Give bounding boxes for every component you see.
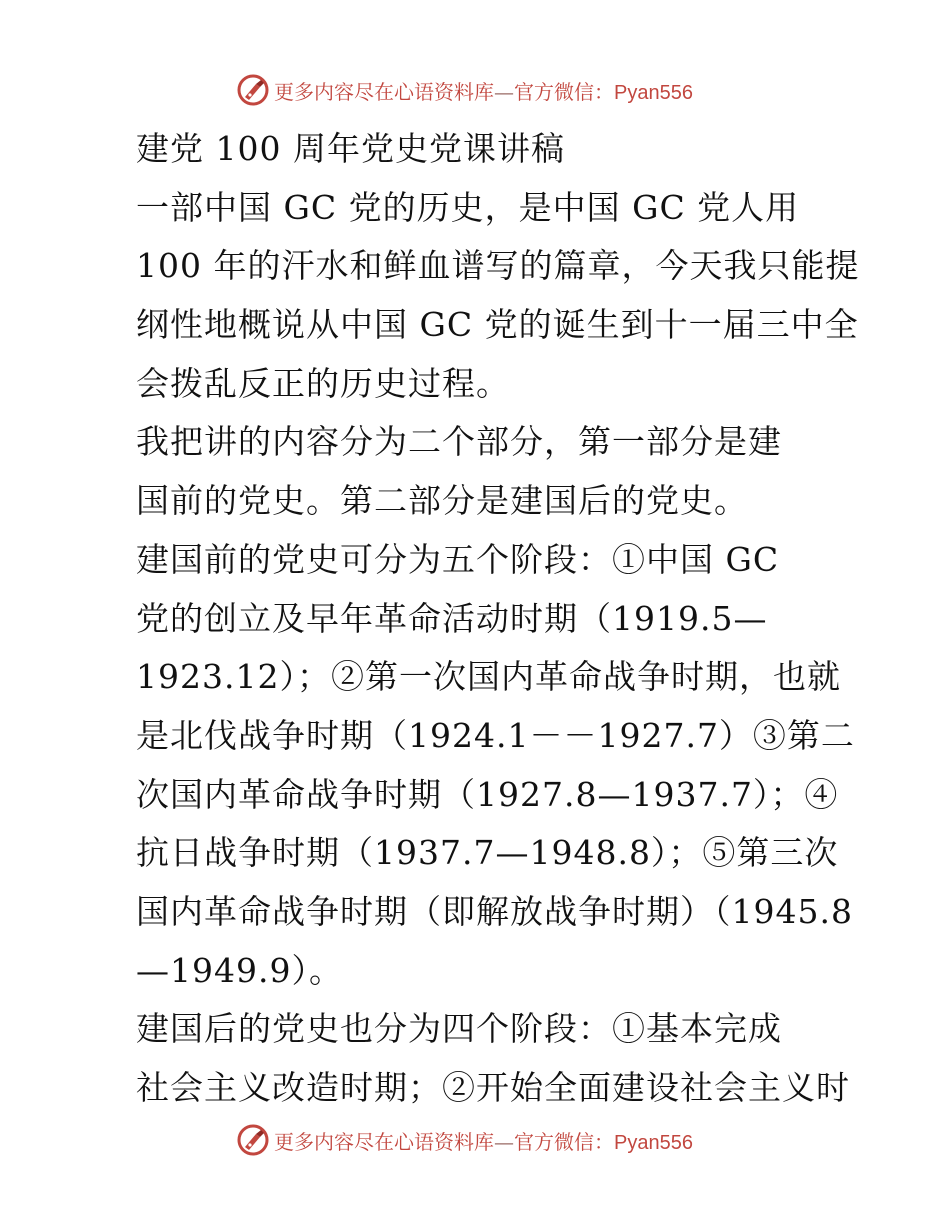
header-banner-handle: Pyan556 [614, 81, 693, 104]
document-line: 建国前的党史可分为五个阶段：①中国 GC [136, 539, 780, 579]
document-line: 社会主义改造时期；②开始全面建设社会主义时 [136, 1068, 850, 1107]
header-banner-slogan: 更多内容尽在心语资料库 [274, 79, 494, 104]
footer-banner-handle: Pyan556 [614, 1131, 693, 1154]
document-line: 1923.12）；②第一次国内革命战争时期，也就 [136, 657, 841, 697]
document-line: 是北伐战争时期（1924.1－－1927.7）③第二 [136, 715, 855, 755]
document-line: 党的创立及早年革命活动时期（1919.5— [136, 598, 768, 638]
document-line: —1949.9）。 [136, 950, 343, 990]
document-line: 国内革命战争时期（即解放战争时期）（1945.8 [136, 891, 853, 931]
document-line: 建国后的党史也分为四个阶段：①基本完成 [136, 1009, 782, 1049]
footer-banner-separator: — [494, 1129, 514, 1154]
footer-banner-label: 官方微信： [514, 1129, 614, 1154]
pen-nib-logo-icon [236, 1123, 270, 1157]
document-line: 一部中国 GC 党的历史，是中国 GC 党人用 [136, 187, 800, 227]
document-body [136, 120, 866, 1110]
footer-banner-slogan: 更多内容尽在心语资料库 [274, 1129, 494, 1154]
footer-banner [236, 1120, 716, 1160]
document-line: 抗日战争时期（1937.7—1948.8）；⑤第三次 [136, 833, 839, 873]
pen-nib-logo-icon [236, 73, 270, 107]
document-line: 纲性地概说从中国 GC 党的诞生到十一届三中全 [136, 305, 859, 345]
header-banner-separator: — [494, 79, 514, 104]
document-line: 国前的党史。第二部分是建国后的党史。 [136, 481, 748, 521]
document-line: 我把讲的内容分为二个部分，第一部分是建 [136, 422, 782, 462]
header-banner [236, 70, 716, 110]
document-line: 100 年的汗水和鲜血谱写的篇章，今天我只能提 [136, 246, 860, 286]
document-line: 会拨乱反正的历史过程。 [136, 363, 510, 403]
footer-banner-text [274, 1126, 693, 1155]
document-line: 次国内革命战争时期（1927.8—1937.7）；④ [136, 774, 839, 814]
header-banner-label: 官方微信： [514, 79, 614, 104]
document-title: 建党 100 周年党史党课讲稿 [136, 129, 565, 168]
header-banner-text [274, 76, 693, 105]
